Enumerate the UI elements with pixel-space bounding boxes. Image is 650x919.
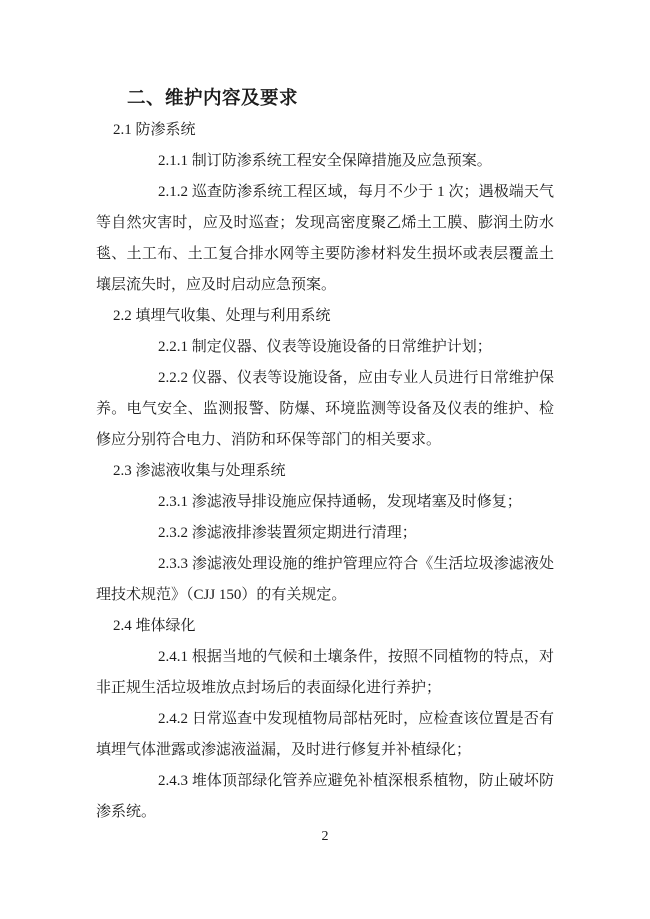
clause-2-4-3: 2.4.3 堆体顶部绿化管养应避免补植深根系植物，防止破坏防渗系统。 xyxy=(96,773,554,820)
page-number: 2 xyxy=(321,829,329,844)
clause-2-4-2: 2.4.2 日常巡查中发现植物局部枯死时，应检查该位置是否有填埋气体泄露或渗滤液溢漏，及时进行修复并补植绿化； xyxy=(96,711,554,758)
clause-2-3-2: 2.3.2 渗滤液排渗装置须定期进行清理； xyxy=(158,525,417,541)
clause-2-2-2: 2.2.2 仪器、仪表等设施设备，应由专业人员进行日常维护保养。电气安全、监测报警、防爆、环境监测等设备及仪表的维护、检修应分别符合电力、消防和环保等部门的相关要求。 xyxy=(96,370,554,448)
chapter-heading: 二、维护内容及要求 xyxy=(127,89,299,109)
clause-2-1-1: 2.1.1 制订防渗系统工程安全保障措施及应急预案。 xyxy=(158,153,492,169)
clause-2-1-2: 2.1.2 巡查防渗系统工程区域，每月不少于 1 次；遇极端天气等自然灾害时，应及时巡查；发现高密度聚乙烯土工膜、膨润土防水毯、土工布、土工复合排水网等主要防渗材料发生损坏或表层覆盖土壤层流失时，应及时启动应急预案。 xyxy=(96,184,554,293)
clause-2-2-1: 2.2.1 制定仪器、仪表等设施设备的日常维护计划； xyxy=(158,339,492,355)
clause-2-3-1: 2.3.1 渗滤液导排设施应保持通畅，发现堵塞及时修复； xyxy=(158,494,522,510)
section-title-2-2: 2.2 填埋气收集、处理与利用系统 xyxy=(113,308,331,324)
clause-2-3-3: 2.3.3 渗滤液处理设施的维护管理应符合《生活垃圾渗滤液处理技术规范》（CJJ 150）的有关规定。 xyxy=(96,556,554,603)
section-title-2-3: 2.3 渗滤液收集与处理系统 xyxy=(113,463,286,479)
document-content xyxy=(96,84,554,828)
section-title-2-1: 2.1 防渗系统 xyxy=(113,122,196,138)
clause-2-4-1: 2.4.1 根据当地的气候和土壤条件，按照不同植物的特点，对非正规生活垃圾堆放点封场后的表面绿化进行养护； xyxy=(96,649,554,696)
section-title-2-4: 2.4 堆体绿化 xyxy=(113,618,196,634)
